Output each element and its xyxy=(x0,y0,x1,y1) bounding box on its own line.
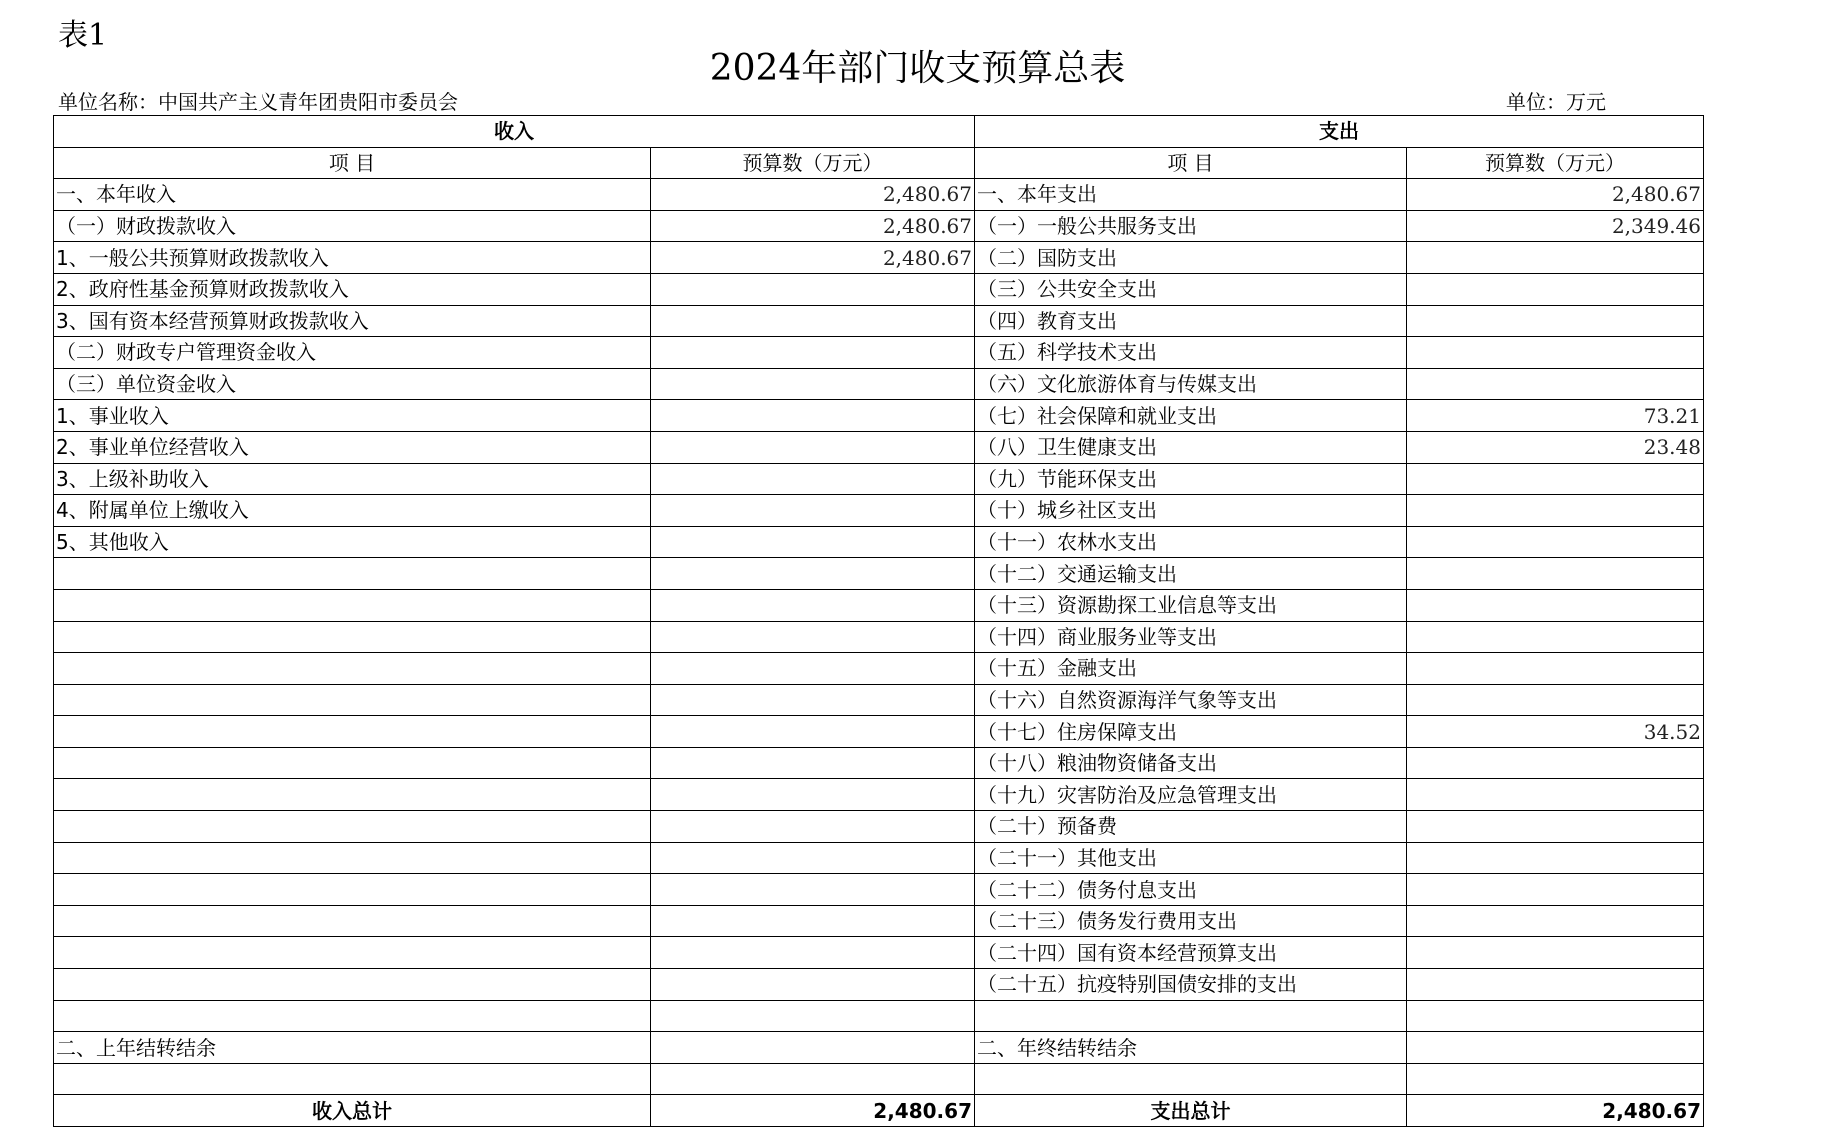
income-amount-cell xyxy=(651,273,975,305)
expense-item-cell: （十五）金融支出 xyxy=(975,653,1407,685)
expense-amount-cell xyxy=(1407,305,1704,337)
income-item-cell: 1、事业收入 xyxy=(54,400,651,432)
section-header-row xyxy=(54,116,1704,148)
expense-item-cell: （四）教育支出 xyxy=(975,305,1407,337)
expense-amount-cell xyxy=(1407,242,1704,274)
expense-item-cell: （一）一般公共服务支出 xyxy=(975,210,1407,242)
page-title: 2024年部门收支预算总表 xyxy=(709,48,1126,89)
income-item-cell xyxy=(54,905,651,937)
income-item-cell: （三）单位资金收入 xyxy=(54,368,651,400)
expense-amount-cell xyxy=(1407,589,1704,621)
expense-amount-cell xyxy=(1407,842,1704,874)
table-row xyxy=(54,1032,1704,1064)
total-row xyxy=(54,1095,1704,1127)
column-header-row xyxy=(54,147,1704,179)
table-row xyxy=(54,179,1704,211)
income-amount-cell xyxy=(651,463,975,495)
income-item-cell: 4、附属单位上缴收入 xyxy=(54,495,651,527)
table-row xyxy=(54,716,1704,748)
expense-amount-cell xyxy=(1407,874,1704,906)
expense-amount-cell xyxy=(1407,747,1704,779)
income-item-cell xyxy=(54,747,651,779)
table-row xyxy=(54,905,1704,937)
table-row xyxy=(54,495,1704,527)
table-row xyxy=(54,874,1704,906)
expense-item-cell xyxy=(975,1063,1407,1095)
income-amount-cell xyxy=(651,811,975,843)
expense-amount-cell xyxy=(1407,495,1704,527)
table-row xyxy=(54,747,1704,779)
expense-item-cell: （五）科学技术支出 xyxy=(975,337,1407,369)
expense-amount-cell xyxy=(1407,558,1704,590)
income-amount-cell xyxy=(651,589,975,621)
budget-table xyxy=(53,115,1704,1127)
income-total-value: 2,480.67 xyxy=(651,1095,975,1127)
income-item-cell xyxy=(54,716,651,748)
income-amount-cell xyxy=(651,368,975,400)
expense-item-cell: （十四）商业服务业等支出 xyxy=(975,621,1407,653)
income-item-cell xyxy=(54,1063,651,1095)
expense-item-header: 项 目 xyxy=(975,147,1407,179)
expense-item-cell: （十七）住房保障支出 xyxy=(975,716,1407,748)
expense-amount-header: 预算数（万元） xyxy=(1407,147,1704,179)
income-amount-cell xyxy=(651,653,975,685)
expense-amount-cell xyxy=(1407,937,1704,969)
income-amount-cell xyxy=(651,842,975,874)
table-row xyxy=(54,210,1704,242)
table-row xyxy=(54,1063,1704,1095)
expense-item-cell: （十八）粮油物资储备支出 xyxy=(975,747,1407,779)
table-row xyxy=(54,1000,1704,1032)
expense-amount-cell: 2,480.67 xyxy=(1407,179,1704,211)
expense-amount-cell xyxy=(1407,337,1704,369)
income-amount-cell xyxy=(651,526,975,558)
expense-item-cell: （十二）交通运输支出 xyxy=(975,558,1407,590)
income-amount-cell xyxy=(651,937,975,969)
expense-amount-cell: 2,349.46 xyxy=(1407,210,1704,242)
income-item-cell: 2、事业单位经营收入 xyxy=(54,431,651,463)
table-row xyxy=(54,368,1704,400)
expense-item-cell: （十三）资源勘探工业信息等支出 xyxy=(975,589,1407,621)
income-item-cell xyxy=(54,558,651,590)
expense-amount-cell xyxy=(1407,969,1704,1001)
expense-item-cell xyxy=(975,1000,1407,1032)
income-amount-cell xyxy=(651,874,975,906)
table-row xyxy=(54,653,1704,685)
expense-amount-cell xyxy=(1407,905,1704,937)
expense-amount-cell xyxy=(1407,463,1704,495)
expense-item-cell: （八）卫生健康支出 xyxy=(975,431,1407,463)
table-row xyxy=(54,526,1704,558)
income-amount-cell: 2,480.67 xyxy=(651,210,975,242)
income-item-cell xyxy=(54,779,651,811)
expense-amount-cell xyxy=(1407,684,1704,716)
expense-amount-cell xyxy=(1407,1063,1704,1095)
income-item-cell: 1、一般公共预算财政拨款收入 xyxy=(54,242,651,274)
income-item-cell xyxy=(54,969,651,1001)
table-row xyxy=(54,400,1704,432)
expense-item-cell: （十九）灾害防治及应急管理支出 xyxy=(975,779,1407,811)
income-amount-cell xyxy=(651,969,975,1001)
income-total-label: 收入总计 xyxy=(54,1095,651,1127)
income-item-cell xyxy=(54,653,651,685)
income-item-cell: 5、其他收入 xyxy=(54,526,651,558)
income-amount-cell xyxy=(651,747,975,779)
expense-amount-cell xyxy=(1407,526,1704,558)
income-amount-cell xyxy=(651,905,975,937)
income-amount-cell xyxy=(651,621,975,653)
income-item-header: 项 目 xyxy=(54,147,651,179)
table-row xyxy=(54,779,1704,811)
expense-amount-cell: 23.48 xyxy=(1407,431,1704,463)
expense-item-cell: （二十五）抗疫特别国债安排的支出 xyxy=(975,969,1407,1001)
expense-item-cell: 一、本年支出 xyxy=(975,179,1407,211)
expense-amount-cell: 73.21 xyxy=(1407,400,1704,432)
table-tag: 表1 xyxy=(58,18,108,53)
expense-item-cell: （七）社会保障和就业支出 xyxy=(975,400,1407,432)
expense-item-cell: （九）节能环保支出 xyxy=(975,463,1407,495)
table-row xyxy=(54,305,1704,337)
income-item-cell xyxy=(54,684,651,716)
expense-amount-cell xyxy=(1407,653,1704,685)
expense-item-cell: （二）国防支出 xyxy=(975,242,1407,274)
table-row xyxy=(54,684,1704,716)
income-item-cell xyxy=(54,874,651,906)
table-row xyxy=(54,558,1704,590)
expense-item-cell: （二十）预备费 xyxy=(975,811,1407,843)
expense-item-cell: （二十二）债务付息支出 xyxy=(975,874,1407,906)
expense-total-label: 支出总计 xyxy=(975,1095,1407,1127)
table-row xyxy=(54,273,1704,305)
table-row xyxy=(54,242,1704,274)
income-item-cell xyxy=(54,1000,651,1032)
table-row xyxy=(54,937,1704,969)
income-amount-cell xyxy=(651,684,975,716)
expense-item-cell: （二十四）国有资本经营预算支出 xyxy=(975,937,1407,969)
unit-name-label: 单位名称：中国共产主义青年团贵阳市委员会 xyxy=(58,90,458,114)
expense-amount-cell xyxy=(1407,811,1704,843)
income-amount-cell xyxy=(651,1000,975,1032)
income-amount-cell xyxy=(651,1032,975,1064)
income-section-header: 收入 xyxy=(54,116,975,148)
income-item-cell: 3、上级补助收入 xyxy=(54,463,651,495)
income-item-cell xyxy=(54,811,651,843)
expense-item-cell: （六）文化旅游体育与传媒支出 xyxy=(975,368,1407,400)
table-row xyxy=(54,337,1704,369)
income-item-cell: 2、政府性基金预算财政拨款收入 xyxy=(54,273,651,305)
expense-amount-cell: 34.52 xyxy=(1407,716,1704,748)
budget-table-body xyxy=(54,116,1704,1127)
income-item-cell: 二、上年结转结余 xyxy=(54,1032,651,1064)
table-row xyxy=(54,589,1704,621)
expense-amount-cell xyxy=(1407,779,1704,811)
expense-item-cell: （三）公共安全支出 xyxy=(975,273,1407,305)
expense-item-cell: 二、年终结转结余 xyxy=(975,1032,1407,1064)
table-row xyxy=(54,431,1704,463)
income-item-cell: 一、本年收入 xyxy=(54,179,651,211)
table-row xyxy=(54,811,1704,843)
expense-amount-cell xyxy=(1407,1032,1704,1064)
expense-amount-cell xyxy=(1407,1000,1704,1032)
table-row xyxy=(54,969,1704,1001)
income-amount-cell xyxy=(651,716,975,748)
income-item-cell xyxy=(54,589,651,621)
income-amount-cell: 2,480.67 xyxy=(651,242,975,274)
expense-amount-cell xyxy=(1407,273,1704,305)
income-item-cell xyxy=(54,842,651,874)
income-amount-cell xyxy=(651,400,975,432)
expense-item-cell: （二十三）债务发行费用支出 xyxy=(975,905,1407,937)
income-item-cell: （一）财政拨款收入 xyxy=(54,210,651,242)
income-item-cell xyxy=(54,937,651,969)
income-amount-cell xyxy=(651,337,975,369)
income-item-cell: 3、国有资本经营预算财政拨款收入 xyxy=(54,305,651,337)
expense-item-cell: （十六）自然资源海洋气象等支出 xyxy=(975,684,1407,716)
income-amount-cell xyxy=(651,779,975,811)
expense-amount-cell xyxy=(1407,621,1704,653)
expense-item-cell: （十一）农林水支出 xyxy=(975,526,1407,558)
table-row xyxy=(54,621,1704,653)
income-amount-cell xyxy=(651,495,975,527)
income-item-cell xyxy=(54,621,651,653)
income-amount-header: 预算数（万元） xyxy=(651,147,975,179)
expense-amount-cell xyxy=(1407,368,1704,400)
expense-item-cell: （十）城乡社区支出 xyxy=(975,495,1407,527)
expense-item-cell: （二十一）其他支出 xyxy=(975,842,1407,874)
income-item-cell: （二）财政专户管理资金收入 xyxy=(54,337,651,369)
income-amount-cell xyxy=(651,305,975,337)
income-amount-cell: 2,480.67 xyxy=(651,179,975,211)
income-amount-cell xyxy=(651,558,975,590)
table-row xyxy=(54,463,1704,495)
unit-label: 单位：万元 xyxy=(1506,90,1606,114)
table-row xyxy=(54,842,1704,874)
income-amount-cell xyxy=(651,1063,975,1095)
income-amount-cell xyxy=(651,431,975,463)
expense-total-value: 2,480.67 xyxy=(1407,1095,1704,1127)
expense-section-header: 支出 xyxy=(975,116,1704,148)
